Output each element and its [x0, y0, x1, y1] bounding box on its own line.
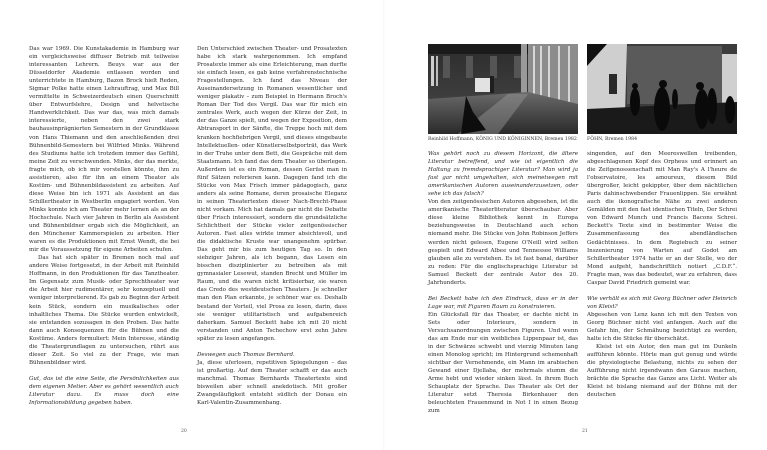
stage-photo-1-image: [428, 44, 578, 134]
paragraph: Den Unterschied zwischen Theater- und Prosatexten habe ich stark wahrgenommen. Ich empfand Prosatexte immer als eine Erleichterung, man durfte sie einfach lesen, es gab keine verfahrenstechnische Fragestellungen. Ich fand das Niveau der Auseinandersetzung in Romanen wesentlicher und weniger plakativ – zum Beispiel in Hermann Broch's Roman Der Tod des Vergil. Das war für mich ein zentrales Werk, auch wegen der Kürze der Zeit, in der das Ganze spielt, und wegen der Exposition, dem Abtransport in der Sänfte, die Treppe hoch mit dem kranken hochfiebrigen Vergil, und dieses eingebaute Intellektuellen- oder Künstlerselbstporträt, das Werk in der Truhe unter dem Bett, die Gespräche mit dem Staatsmann. Ich fand das dem Theater so überlegen. Außerdem ist es ein Roman, dessen Gerüst man in fünf Sätzen referieren kann. Dagegen fand ich die Stücke von Max Frisch immer pädagogisch, ganz anders als seine Romane, deren prosaische Eleganz in seinen Theatertexten dieser Nach-Brecht-Phase nicht vorkam. Mich hat damals gar nicht die Debatte über Frisch interessiert, sondern die grundsätzliche Schlichtheit der Stücke vieler zeitgenössischer Autoren. Fast alles wirkte immer absichtsvoll, und die didaktische Kruste war unangenehm spürbar. Das geht mir bis zum heutigen Tag so. In den siebziger Jahren, als ich begann, das Lesen ein bisschen disziplinierter zu betreiben als mit gymnasialer Lesewut, standen Brecht und Müller im Raum, und die waren nicht kritisierbar, sie waren das Credo des westdeutschen Theaters. Je schneller man den Plan erkannte, je schöner war es. Deshalb bestand der Vorteil, viel Prosa zu lesen, darin, dass sie weniger utilitaristisch und aufgabenreich daherkam. Samuel Beckett habe ich mit 20 nicht verstanden und Anton Tschechow erst zehn Jahre später zu lesen angefangen.: [197, 46, 347, 342]
interview-question: Gut, das ist die eine Seite, die Persönlichkeiten aus dem eigenen Metier. Aber es gehört wesentlich auch Literatur dazu. Es muss doch eine Informationsbildung gegeben haben.: [29, 375, 179, 407]
interview-question: Bei Beckett habe ich den Eindruck, dass er in der Lage war, mit Figuren Raum zu konstruieren.: [428, 295, 578, 310]
left-page-column-1: [29, 45, 179, 407]
photo-caption-2: FÖHN, Bremen 1984: [587, 137, 638, 142]
stage-photo-2-image: [587, 44, 737, 134]
photo-caption-1: Reinhild Hoffmann, KÖNIG UND KÖNIGINNEN, Bremen 1982: [428, 137, 577, 142]
page-number-right: 21: [582, 429, 588, 434]
left-page-column-2: [197, 45, 347, 407]
paragraph: Abgesehen von Lenz kann ich mit den Texten von Georg Büchner nicht viel anfangen. Auch auf die Gefahr hin, der Schmähung bezichtigt zu werden, halte ich die Stücke für überschätzt.: [587, 311, 737, 343]
paragraph: Das hat sich später in Bremen noch mal auf andere Weise fortgesetzt, in der Arbeit mit Reinhild Hoffmann, in den Produktionen für das Tanztheater. Im Gegensatz zum Musik- oder Sprechtheater war die Arbeit hier rudimentärer, sehr konzeptuell und weniger interpretierend. Es gab zu Beginn der Arbeit kein Stück, sondern ein musikalisches oder inhaltliches Thema. Die Stücke wurden entwickelt, sie entstanden sozusagen in den Proben. Das hatte dann auch Konsequenzen für die Bühnen und die Kostüme. Anders formuliert: Mein Interesse, ständig die Theatergrundlagen zu untersuchen, rührt aus dieser Zeit. So viel zu der Frage, wie man Bühnenbildner wird.: [29, 255, 179, 366]
paragraph: Von den zeitgenössischen Autoren abgesehen, ist die amerikanische Theaterliteratur überschaubar. Aber diese kleine Bibliothek kennt in Europa beziehungsweise in Deutschland auch schon niemand mehr. Die Stücke von John Robinson Jeffers werden nicht gelesen, Eugene O'Neill wird selten gespielt und Edward Albee und Tennessee Williams glauben alle zu verstehen. Es ist fast banal, darüber zu reden: Für die englischsprachige Literatur ist Samuel Beckett der zentrale Autor des 20. Jahrhunderts.: [428, 199, 578, 286]
page-number-left: 20: [181, 429, 187, 434]
interview-question: Deswegen auch Thomas Bernhard.: [197, 351, 295, 358]
paragraph: Kleist ist ein Autor, den man gut im Dunkeln aufführen könnte. Hörte man gut genug und würde die physiologische Belastung, nichts zu sehen der Aufführung nicht irgendwann den Garaus machen, brächte die Sprache das Ganze ans Licht. Weiter als Kleist ist bislang niemand auf der Bühne mit der deutschen: [587, 344, 737, 399]
stage-photo-koenig-und-koeniginnen: [428, 44, 578, 134]
paragraph: Das war 1969. Die Kunstakademie in Hamburg war ein vergleichsweise diffuser Betrieb mit teilweise interessanten Lehrern. Beuys war aus der Düsseldorfer Akademie entlassen worden und unterrichtete in Hamburg, Bazon Brock hielt Reden, Sigmar Polke hatte einen Lehrauftrag, und Max Bill vermittelte in Schweizerdeutsch einen Querschnitt über Entwurfslehre, Design und helvetische Handwerklichkeit. Das war das, was mich damals interessierte, neben den zwei stark bauhausinprägnierten Semestern in der Grundklasse von Hans Thiemann und den anschließenden drei Bühnenbild-Semestern bei Wilfried Minks. Während des Studiums hatte ich trotzdem immer das Gefühl, meine Zeit zu verschwenden. Minks, der das merkte, fragte mich, ob ich mir vorstellen könnte, ihm zu assistieren, also für ihn an einem Theater als Kostüm- und Bühnenbildassistent zu arbeiten. Auf diese Weise bin ich 1971 als Assistent an das Schillertheater in Westberlin engagiert worden. Von Minks konnte ich am Theater mehr lernen als an der Hochschule. Nach vier Jahren in Berlin als Assistent und Bühnenbildner ergab sich die Möglichkeit, an den Münchener Kammerspielen zu arbeiten. Hier waren es die Produktionen mit Ernst Wendt, die bei mir die Voraussetzung für eigene Arbeiten schufen.: [29, 46, 179, 254]
interview-question: Wie verhält es sich mit Georg Büchner oder Heinrich von Kleist?: [587, 295, 737, 310]
paragraph: singenden, auf den Meereswellen treibenden, abgeschlagenen Kopf des Orpheus und erinnert an die Zeitgenossenschaft mit Man Ray's A l'heure de l'observatoire, les amoureux, diesem Bild übergroßer, leicht gekippter, über dem nächtlichen Paris dahinschwebender Frauenlippen. Sie erwähnt auch die ikonografische Nähe zu zwei anderen Gemälden mit den fast identischen Titeln, Der Schrei von Edward Munch und Francis Bacons Schrei. Beckett's Texte sind in bestimmter Weise die Zusammenfassung des abendländischen Gedächtnisses. In dem Regiebuch zu seiner Inszenierung von Warten auf Godot am Schillertheater 1974 hatte er an der Stelle, wo der Mond aufgeht, handschriftlich notiert „C.D.F.“. Fragte man, was das bedeutet, war zu erfahren, dass Caspar David Friedrich gemeint war.: [587, 151, 737, 286]
paragraph: Ja, diese uferlosen, repetitiven Spiegelungen – das ist großartig. Auf dem Theater schafft er das auch manchmal. Thomas Bernhards Theatertexte sind bisweilen aber schnell anekdotisch. Mit großer Zwangsläufigkeit entsteht südlich der Donau ein Karl-Valentin-Zusammenhang.: [197, 359, 347, 407]
right-page-column-1: [428, 150, 578, 416]
paragraph: Ein Glücksfall für das Theater, er dachte nicht in Sets oder Interieurs, sondern in Versuchsanordnungen zwischen Figuren. Und wenn das am Ende nur ein weibliches Lippenpaar ist, das in der Schwärze schwebt und vierzig Minuten lang einen Monolog spricht; im Hintergrund schemenhaft sichtbar der Vernehmende, ein Mann im arabischen Gewand einer Djellaba, der mehrmals stumm die Arme hebt und wieder sinken lässt. In ihrem Buch Schauplatz der Sprache. Das Theater als Ort der Literatur setzt Theresia Birkenhauer den beleuchteten Frauenmund in Not I in einen Bezug zum: [428, 311, 578, 415]
interview-question: Was gehört noch zu diesem Horizont, die ältere Literatur betreffend, und wie ist eigentlich die Haltung zu fremdsprachiger Literatur? Man wird ja fast gar nicht umgehalten, sich meinetwegen mit amerikanischen Autoren auseinanderzusetzen, oder sehe ich das falsch?: [428, 151, 578, 198]
stage-photo-foehn: [587, 44, 737, 134]
book-gutter: [383, 0, 385, 450]
right-page-column-2: [587, 150, 737, 399]
